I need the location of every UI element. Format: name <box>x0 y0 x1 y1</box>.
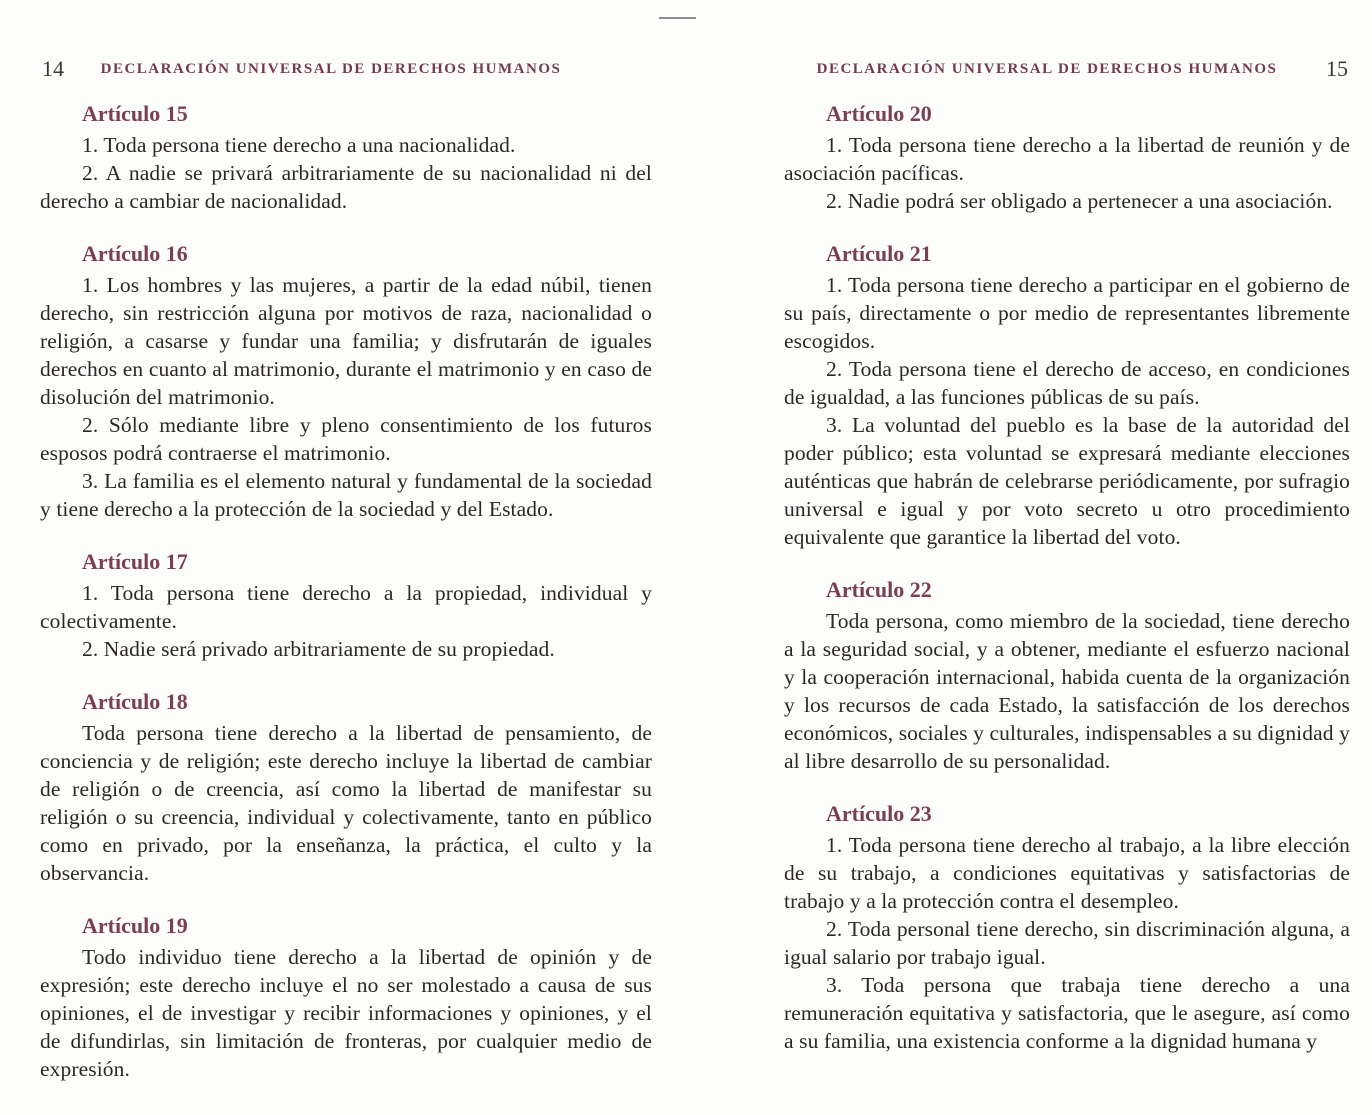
article-17-heading: Artículo 17 <box>82 549 188 574</box>
running-header-title-right: DECLARACIÓN UNIVERSAL DE DERECHOS HUMANOS <box>816 61 1278 77</box>
article-17 <box>40 548 652 663</box>
article-22-heading: Artículo 22 <box>826 577 932 602</box>
page-number-left: 14 <box>42 56 64 81</box>
article-16-heading: Artículo 16 <box>82 241 188 266</box>
article-paragraph: 1. Toda persona tiene derecho a participar en el gobierno de su país, directamente o por medio de representantes libremente escogidos. <box>784 273 1350 353</box>
article-19-heading: Artículo 19 <box>82 913 188 938</box>
article-paragraph: Todo individuo tiene derecho a la libertad de opinión y de expresión; este derecho incluye el no ser molestado a causa de sus opiniones, el de investigar y recibir informaciones y opiniones, y el de difundirlas, sin limitación de fronteras, por cualquier medio de expresión. <box>40 945 652 1081</box>
article-16 <box>40 240 652 523</box>
article-paragraph: 3. Toda persona que trabaja tiene derecho a una remuneración equitativa y satisfactoria, que le asegure, así como a su familia, una existencia conforme a la dignidad humana y <box>784 973 1350 1053</box>
article-20 <box>784 100 1350 215</box>
article-23 <box>784 800 1350 1055</box>
article-22 <box>784 576 1350 775</box>
article-paragraph: 3. La voluntad del pueblo es la base de la autoridad del poder público; esta voluntad se expresará mediante elecciones auténticas que habrán de celebrarse periódicamente, por sufragio universal e igual y por voto secreto u otro procedimiento equivalente que garantice la libertad del voto. <box>784 413 1350 549</box>
article-18 <box>40 688 652 887</box>
article-paragraph: 2. A nadie se privará arbitrariamente de su nacionalidad ni del derecho a cambiar de nacionalidad. <box>40 161 652 213</box>
article-20-heading: Artículo 20 <box>826 101 932 126</box>
article-paragraph: 2. Nadie será privado arbitrariamente de su propiedad. <box>82 637 555 661</box>
article-19 <box>40 912 652 1083</box>
article-paragraph: 1. Toda persona tiene derecho a la libertad de reunión y de asociación pacíficas. <box>784 133 1350 185</box>
article-18-heading: Artículo 18 <box>82 689 188 714</box>
article-paragraph: 2. Sólo mediante libre y pleno consentimiento de los futuros esposos podrá contraerse el matrimonio. <box>40 413 652 465</box>
article-paragraph: Toda persona tiene derecho a la libertad de pensamiento, de conciencia y de religión; este derecho incluye la libertad de cambiar de religión o de creencia, así como la libertad de manifestar su religión o su creencia, individual y colectivamente, tanto en público como en privado, por la enseñanza, la práctica, el culto y la observancia. <box>40 721 652 885</box>
article-21 <box>784 240 1350 551</box>
article-paragraph: 1. Los hombres y las mujeres, a partir de la edad núbil, tienen derecho, sin restricción alguna por motivos de raza, nacionalidad o religión, a casarse y fundar una familia; y disfrutarán de iguales derechos en cuanto al matrimonio, durante el matrimonio y en caso de disolución del matrimonio. <box>40 273 652 409</box>
article-21-heading: Artículo 21 <box>826 241 932 266</box>
article-paragraph: 2. Nadie podrá ser obligado a pertenecer a una asociación. <box>826 189 1333 213</box>
article-paragraph: 1. Toda persona tiene derecho al trabajo, a la libre elección de su trabajo, a condiciones equitativas y satisfactorias de trabajo y a la protección contra el desempleo. <box>784 833 1350 913</box>
article-paragraph: Toda persona, como miembro de la sociedad, tiene derecho a la seguridad social, y a obtener, mediante el esfuerzo nacional y la cooperación internacional, habida cuenta de la organización y los recursos de cada Estado, la satisfacción de los derechos económicos, sociales y culturales, indispensables a su dignidad y al libre desarrollo de su personalidad. <box>784 609 1350 773</box>
article-paragraph: 3. La familia es el elemento natural y fundamental de la sociedad y tiene derecho a la protección de la sociedad y del Estado. <box>40 469 652 521</box>
article-15 <box>40 100 652 215</box>
article-paragraph: 2. Toda persona tiene el derecho de acceso, en condiciones de igualdad, a las funciones públicas de su país. <box>784 357 1350 409</box>
article-paragraph: 1. Toda persona tiene derecho a una nacionalidad. <box>82 133 516 157</box>
page-right <box>784 56 1350 1115</box>
page-left <box>40 56 652 1115</box>
running-header-right <box>784 56 1350 88</box>
running-header-left <box>40 56 652 88</box>
article-paragraph: 1. Toda persona tiene derecho a la propiedad, individual y colectivamente. <box>40 581 652 633</box>
article-15-heading: Artículo 15 <box>82 101 188 126</box>
running-header-title-left: DECLARACIÓN UNIVERSAL DE DERECHOS HUMANOS <box>100 61 562 77</box>
article-23-heading: Artículo 23 <box>826 801 932 826</box>
page-number-right: 15 <box>1326 56 1348 81</box>
spine-mark-line <box>659 17 696 19</box>
article-paragraph: 2. Toda personal tiene derecho, sin discriminación alguna, a igual salario por trabajo igual. <box>784 917 1350 969</box>
